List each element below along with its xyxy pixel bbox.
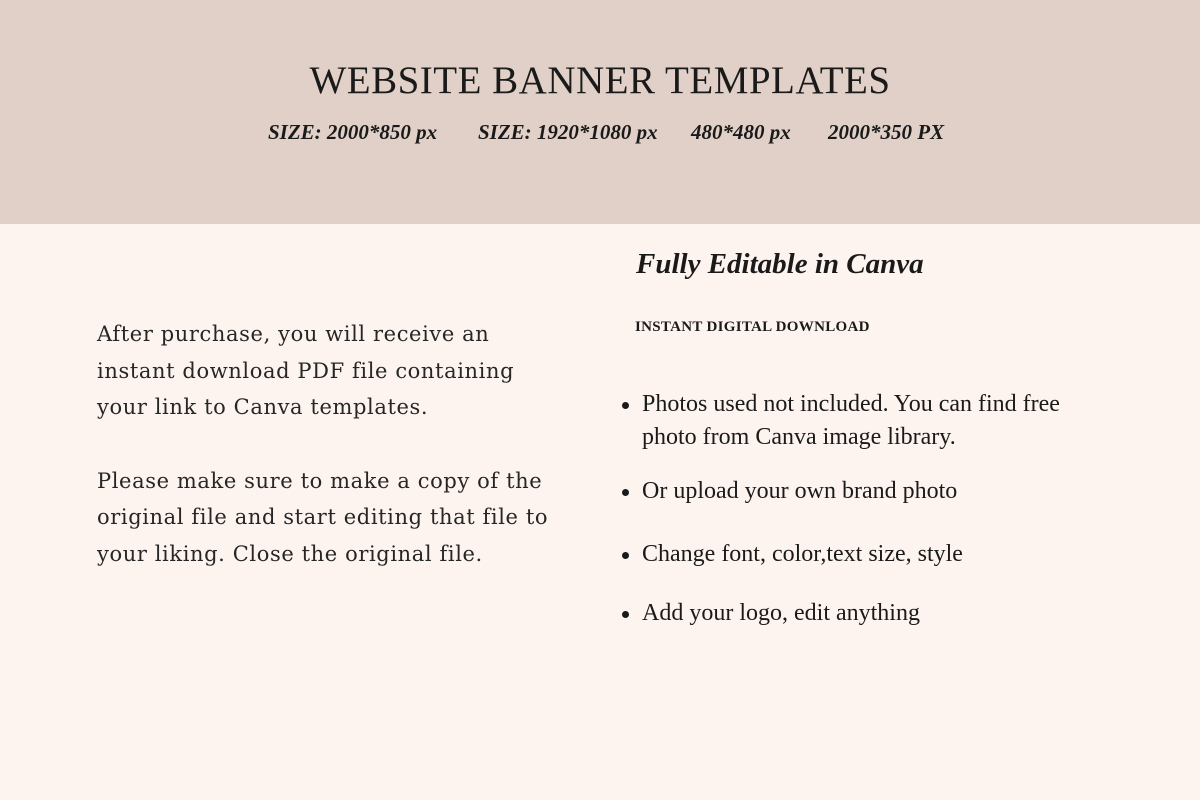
bullet-dot-icon (622, 611, 629, 618)
size-label: 480*480 px (691, 120, 791, 144)
description-paragraph: Please make sure to make a copy of the original file and start editing that file to your liking. Close the original file. (97, 468, 549, 566)
features-heading: Fully Editable in Canva (636, 248, 924, 280)
size-label: SIZE: 2000*850 px (268, 120, 438, 144)
page-title: WEBSITE BANNER TEMPLATES (309, 59, 891, 102)
bullet-dot-icon (622, 489, 629, 496)
size-label: SIZE: 1920*1080 px (478, 120, 658, 144)
list-item (618, 388, 1078, 454)
features-subheading: INSTANT DIGITAL DOWNLOAD (635, 319, 870, 335)
description (97, 316, 557, 572)
list-item-text: Photos used not included. You can find free photo from Canva image library. (642, 391, 1060, 450)
bullet-dot-icon (622, 402, 629, 409)
list-item (618, 475, 1078, 508)
list-item-text: Or upload your own brand photo (642, 478, 958, 504)
list-item-text: Add your logo, edit anything (642, 600, 920, 626)
list-item (618, 538, 1078, 571)
size-list (0, 120, 1200, 150)
bullet-dot-icon (622, 552, 629, 559)
description-paragraph: After purchase, you will receive an instant download PDF file containing your link to Canva templates. (97, 322, 515, 419)
list-item (618, 597, 1078, 630)
list-item-text: Change font, color,text size, style (642, 541, 963, 567)
size-label: 2000*350 PX (828, 120, 945, 144)
header-band (0, 0, 1200, 224)
